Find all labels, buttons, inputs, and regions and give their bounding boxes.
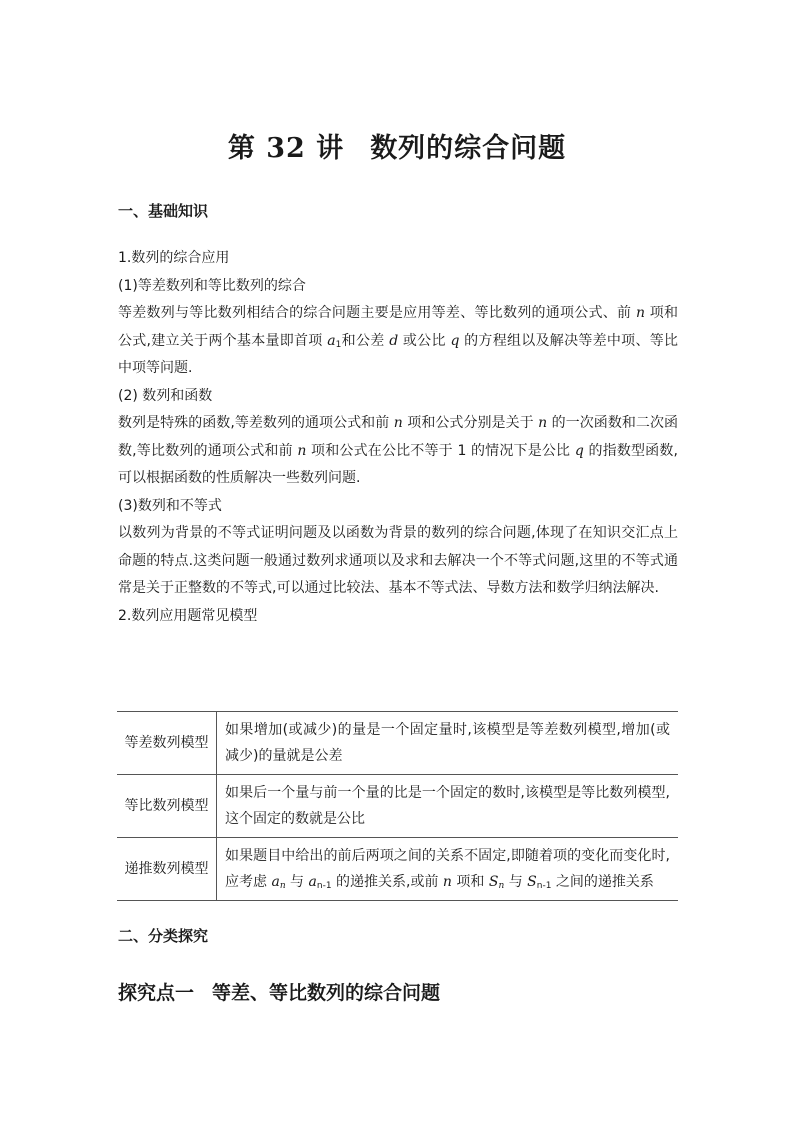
models-table bbox=[117, 711, 678, 901]
subheading-models: 2.数列应用题常见模型 bbox=[118, 607, 258, 624]
subheading-arith-geo: (1)等差数列和等比数列的综合 bbox=[118, 277, 306, 294]
table-row bbox=[117, 838, 678, 901]
section-heading-explore: 二、分类探究 bbox=[118, 927, 209, 945]
table-row bbox=[117, 712, 678, 775]
table-row bbox=[117, 775, 678, 838]
page-title bbox=[0, 126, 794, 165]
subheading-sequence-function: (2) 数列和函数 bbox=[118, 387, 213, 404]
subheading-sequence-inequality: (3)数列和不等式 bbox=[118, 497, 222, 514]
subheading-applications: 1.数列的综合应用 bbox=[118, 250, 230, 266]
paragraph-sequence-function: 数列是特殊的函数,等差数列的通项公式和前 n 项和公式分别是关于 n 的一次函数和二次函数,等比数列的通项公式和前 n 项和公式在公比不等于 1 的情况下是公比 q 的指数型函数,可以根据函数的性质解决一些数列问题. bbox=[118, 415, 679, 486]
model-description: 如果后一个量与前一个量的比是一个固定的数时,该模型是等比数列模型,这个固定的数就是公比 bbox=[217, 775, 679, 838]
model-name: 等比数列模型 bbox=[117, 775, 217, 838]
basics-content bbox=[118, 245, 678, 630]
lecture-number: 第 32 讲 bbox=[227, 133, 345, 164]
model-description: 如果题目中给出的前后两项之间的关系不固定,即随着项的变化而变化时,应考虑 $a_n$ 与 $a_{n-1}$ 的递推关系,或前 n 项和 $S_n$ 与 $S_{n-1}$ 之间的递推关系 bbox=[217, 838, 679, 901]
paragraph-arith-geo: 等差数列与等比数列相结合的综合问题主要是应用等差、等比数列的通项公式、前 n 项和公式,建立关于两个基本量即首项 $a_1$和公差 d 或公比 q 的方程组以及解决等差中项、等比中项等问题. bbox=[118, 305, 679, 376]
lecture-title: 数列的综合问题 bbox=[370, 133, 567, 164]
model-name: 等差数列模型 bbox=[117, 712, 217, 775]
explore-point-title: 等差、等比数列的综合问题 bbox=[212, 982, 441, 1004]
model-description: 如果增加(或减少)的量是一个固定量时,该模型是等差数列模型,增加(或减少)的量就是公差 bbox=[217, 712, 679, 775]
model-name: 递推数列模型 bbox=[117, 838, 217, 901]
explore-point-heading bbox=[118, 978, 440, 1005]
section-heading-basics: 一、基础知识 bbox=[118, 202, 209, 220]
explore-point-label: 探究点一 bbox=[118, 982, 195, 1004]
paragraph-sequence-inequality: 以数列为背景的不等式证明问题及以函数为背景的数列的综合问题,体现了在知识交汇点上命题的特点.这类问题一般通过数列求通项以及求和去解决一个不等式问题,这里的不等式通常是关于正整数的不等式,可以通过比较法、基本不等式法、导数方法和数学归纳法解决. bbox=[118, 525, 678, 596]
